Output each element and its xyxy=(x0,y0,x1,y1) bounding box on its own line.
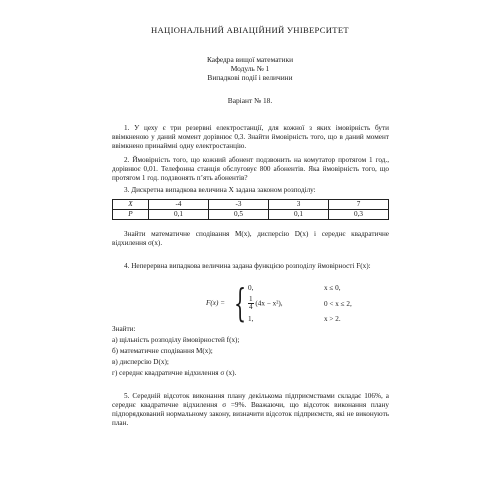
task-3-question: Знайти математичне сподівання M(x), дисперсію D(x) і середнє квадратичне відхилення σ(x). xyxy=(112,230,389,247)
table-cell: 0,1 xyxy=(149,210,209,220)
table-cell: 3 xyxy=(269,200,329,210)
table-cell: -3 xyxy=(209,200,269,210)
topic-title: Випадкові події і величини xyxy=(207,73,293,82)
formula-row-1 xyxy=(248,284,341,293)
list-item: в) дисперсію D(x); xyxy=(112,358,169,366)
fraction-numerator: 1 xyxy=(249,295,253,303)
department-name: Кафедра вищої математики xyxy=(206,55,294,64)
list-item: б) математичне сподівання M(x); xyxy=(112,347,213,355)
variant-number: Варіант № 18. xyxy=(227,96,273,105)
fraction-denominator: 4 xyxy=(249,303,253,312)
task-4-text: 4. Неперервна випадкова величина задана функцією розподілу ймовірності F(x): xyxy=(124,262,371,270)
formula-lhs: F(x) = xyxy=(206,299,226,307)
formula-row-3 xyxy=(248,315,341,324)
table-cell: 0,5 xyxy=(209,210,269,220)
distribution-table xyxy=(112,199,389,220)
university-title: НАЦІОНАЛЬНИЙ АВІАЦІЙНИЙ УНІВЕРСИТЕТ xyxy=(151,25,349,35)
brace-icon: { xyxy=(234,281,247,325)
find-label: Знайти: xyxy=(112,325,136,333)
table-header-p: P xyxy=(113,210,149,220)
list-item: а) щільність розподілу ймовірностей f(x); xyxy=(112,336,240,344)
distribution-function-formula xyxy=(206,283,356,327)
list-item: г) середнє квадратичне відхилення σ (x). xyxy=(112,369,237,377)
table-cell: -4 xyxy=(149,200,209,210)
task-3-text: 3. Дискретна випадкова величина X задана законом розподілу: xyxy=(124,186,316,194)
module-number: Модуль № 1 xyxy=(230,64,270,73)
formula-row-2 xyxy=(248,295,352,312)
table-cell: 0,1 xyxy=(269,210,329,220)
table-cell: 0,3 xyxy=(329,210,389,220)
table-row-x xyxy=(113,200,389,210)
task-5: 5. Середній відсоток виконання плану декількома підприємствами складає 106%, а середнє квадратичне відхилення σ =9%. Вважаючи, що відсоток виконання плану підпорядкований нормальному закону, визначити відсоток підприємств, які не виконують план. xyxy=(112,392,389,427)
task-1: 1. У цеху є три резервні електростанції, для кожної з яких імовірність бути ввімкненою у даний момент дорівнює 0,3. Знайти ймовірність того, що в даний момент ввімкнено принаймні одну електростанцію. xyxy=(112,124,389,150)
formula-row-2-expression: (4x − x²), xyxy=(255,299,283,308)
formula-row-3-condition: x > 2. xyxy=(324,315,341,323)
formula-row-2-condition: 0 < x ≤ 2, xyxy=(324,300,352,308)
table-header-x: X xyxy=(113,200,149,210)
formula-row-1-value: 0, xyxy=(248,284,254,292)
formula-row-1-condition: x ≤ 0, xyxy=(324,284,341,292)
fraction xyxy=(248,296,254,311)
table-row-p xyxy=(113,210,389,220)
formula-row-3-value: 1, xyxy=(248,315,254,323)
table-cell: 7 xyxy=(329,200,389,210)
task-2: 2. Ймовірність того, що кожний абонент подзвонить на комутатор протягом 1 год., дорівнює 0,01. Телефонна станція обслуговує 800 абонентів. Яка ймовірність того, що протягом 1 год. подзвонять п’ять абонентів? xyxy=(112,156,389,182)
